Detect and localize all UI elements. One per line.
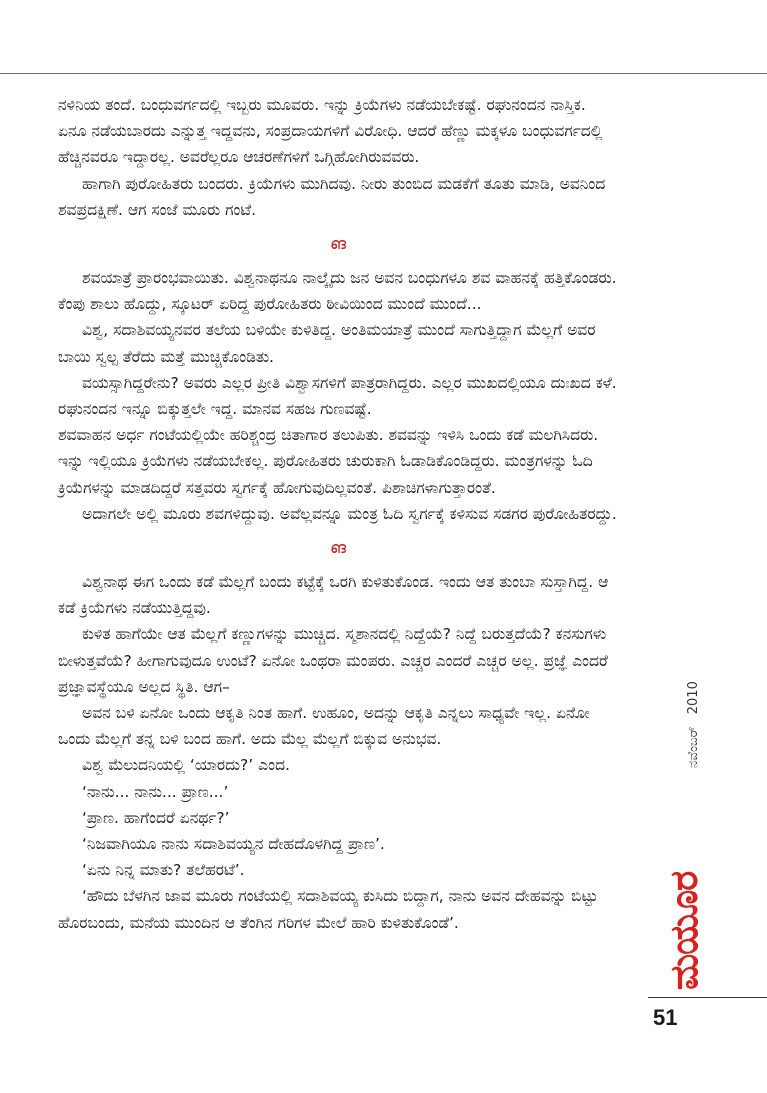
section-ornament: ങ: [329, 234, 347, 254]
paragraph: ಕುಳಿತ ಹಾಗೆಯೇ ಆತ ಮೆಲ್ಲಗೆ ಕಣ್ಣುಗಳನ್ನು ಮುಚ್ಚಿದ. ಸ್ಮಶಾನದಲ್ಲಿ ನಿದ್ದೆಯೆ? ನಿದ್ದೆ ಬರುತ್ತದೆಯೆ? ಕನಸುಗಳು ಬೀಳುತ್ತವೆಯೆ? ಹೀಗಾಗುವುದೂ ಉಂಟೆ? ಏನೋ ಒಂಥರಾ ಮಂಪರು. ಎಚ್ಚರ ಎಂದರೆ ಎಚ್ಚರ ಅಲ್ಲ. ಪ್ರಜ್ಞೆ ಎಂದರೆ ಪ್ರಜ್ಞಾವಸ್ಥೆಯೂ ಅಲ್ಲದ ಸ್ಥಿತಿ. ಆಗ–: [58, 625, 608, 696]
dialogue-line: ‘ಏನು ನಿನ್ನ ಮಾತು? ತಲೆಹರಟೆ’.: [82, 861, 245, 880]
section-ornament: ങ: [329, 538, 347, 558]
paragraph: ವಿಶ್ವ, ಸದಾಶಿವಯ್ಯನವರ ತಲೆಯ ಬಳಿಯೇ ಕುಳಿತಿದ್ದ. ಅಂತಿಮಯಾತ್ರೆ ಮುಂದೆ ಸಾಗುತ್ತಿದ್ದಾಗ ಮೆಲ್ಲಗೆ ಅವರ ಬಾಯಿ ಸ್ವಲ್ಪ ತೆರೆದು ಮತ್ತೆ ಮುಚ್ಚಿಕೊಂಡಿತು.: [58, 321, 596, 366]
issue-date: [686, 681, 701, 780]
paragraph: ವಿಶ್ವ ಮೆಲುದನಿಯಲ್ಲಿ ‘ಯಾರದು?’ ಎಂದ.: [82, 756, 290, 775]
magazine-logo: ಮಯೂರ: [662, 871, 706, 990]
dialogue-line: ‘ನಾನು... ನಾನು... ಪ್ರಾಣ...’: [82, 782, 229, 801]
dialogue-line: ‘ಪ್ರಾಣ. ಹಾಗೆಂದರೆ ಏನರ್ಥ?’: [82, 808, 230, 827]
page-number: 51: [653, 1005, 678, 1030]
dialogue-line: ‘ಹೌದು ಬೆಳಗಿನ ಜಾವ ಮೂರು ಗಂಟೆಯಲ್ಲಿ ಸದಾಶಿವಯ್ಯ ಕುಸಿದು ಬಿದ್ದಾಗ, ನಾನು ಅವನ ದೇಹವನ್ನು ಬಿಟ್ಟು ಹೊರಬಂದು, ಮನೆಯ ಮುಂದಿನ ಆ ತೆಂಗಿನ ಗರಿಗಳ ಮೇಲೆ ಹಾರಿ ಕುಳಿತುಕೊಂಡೆ’.: [58, 887, 598, 932]
paragraph: ವಿಶ್ವನಾಥ ಈಗ ಒಂದು ಕಡೆ ಮೆಲ್ಲಗೆ ಬಂದು ಕಟ್ಟೆಕ್ಕೆ ಒರಗಿ ಕುಳಿತುಕೊಂಡ. ಇಂದು ಆತ ತುಂಬಾ ಸುಸ್ತಾಗಿದ್ದ. ಆ ಕಡೆ ಕ್ರಿಯೆಗಳು ನಡೆಯುತ್ತಿದ್ದವು.: [58, 573, 609, 618]
dialogue-line: ‘ನಿಜವಾಗಿಯೂ ನಾನು ಸದಾಶಿವಯ್ಯನ ದೇಹದೊಳಗಿದ್ದ ಪ್ರಾಣ’.: [82, 835, 385, 854]
paragraph: ವಯಸ್ಸಾಗಿದ್ದರೇನು? ಅವರು ಎಲ್ಲರ ಪ್ರೀತಿ ವಿಶ್ವಾಸಗಳಿಗೆ ಪಾತ್ರರಾಗಿದ್ದರು. ಎಲ್ಲರ ಮುಖದಲ್ಲಿಯೂ ದುಃಖದ ಕಳೆ. ರಘುನಂದನ ಇನ್ನೂ ಬಿಕ್ಕುತ್ತಲೇ ಇದ್ದ. ಮಾನವ ಸಹಜ ಗುಣವಷ್ಟೆ.: [58, 373, 617, 419]
issue-month: ನವೆಂಬರ್: [686, 726, 701, 768]
paragraph: ಶವವಾಹನ ಅರ್ಧ ಗಂಟೆಯಲ್ಲಿಯೇ ಹರಿಶ್ಚಂದ್ರ ಚಿತಾಗಾರ ತಲುಪಿತು. ಶವವನ್ನು ಇಳಿಸಿ ಒಂದು ಕಡೆ ಮಲಗಿಸಿದರು. ಇನ್ನು ಇಲ್ಲಿಯೂ ಕ್ರಿಯೆಗಳು ನಡೆಯಬೇಕಲ್ಲ. ಪುರೋಹಿತರು ಚುರುಕಾಗಿ ಓಡಾಡಿಕೊಂಡಿದ್ದರು. ಮಂತ್ರಗಳನ್ನು ಓದಿ ಕ್ರಿಯೆಗಳನ್ನು ಮಾಡದಿದ್ದರೆ ಸತ್ತವರು ಸ್ವರ್ಗಕ್ಕೆ ಹೋಗುವುದಿಲ್ಲವಂತೆ. ಪಿಶಾಚಿಗಳಾಗುತ್ತಾರಂತೆ.: [58, 426, 599, 497]
top-rule: [0, 73, 767, 74]
paragraph: ಹಾಗಾಗಿ ಪುರೋಹಿತರು ಬಂದರು. ಕ್ರಿಯೆಗಳು ಮುಗಿದವು. ನೀರು ತುಂಬಿದ ಮಡಕೆಗೆ ತೂತು ಮಾಡಿ, ಅವನಿಂದ ಶವಪ್ರದಕ್ಷಿಣೆ. ಆಗ ಸಂಜೆ ಮೂರು ಗಂಟೆ.: [58, 174, 606, 219]
issue-year: 2010: [686, 681, 701, 715]
paragraph: ಅದಾಗಲೇ ಅಲ್ಲಿ ಮೂರು ಶವಗಳಿದ್ದುವು. ಅವೆಲ್ಲವನ್ನೂ ಮಂತ್ರ ಓದಿ ಸ್ವರ್ಗಕ್ಕೆ ಕಳಿಸುವ ಸಡಗರ ಪುರೋಹಿತರದ್ದು.: [82, 504, 617, 523]
footer-rule: [648, 997, 767, 998]
article-body: [58, 92, 618, 936]
paragraph: ನಳಿನಿಯ ತಂದೆ. ಬಂಧುವರ್ಗದಲ್ಲಿ ಇಬ್ಬರು ಮೂವರು. ಇನ್ನು ಕ್ರಿಯೆಗಳು ನಡೆಯಬೇಕಷ್ಟೆ. ರಘುನಂದನ ನಾಸ್ತಿಕ. ಏನೂ ನಡೆಯಬಾರದು ಎನ್ನುತ್ತ ಇದ್ದವನು, ಸಂಪ್ರದಾಯಗಳಿಗೆ ವಿರೋಧಿ. ಆದರೆ ಹೆಣ್ಣು ಮಕ್ಕಳೂ ಬಂಧುವರ್ಗದಲ್ಲಿ ಹೆಚ್ಚಿನವರೂ ಇದ್ದಾರಲ್ಲ. ಅವರೆಲ್ಲರೂ ಆಚರಣೆಗಳಿಗೆ ಒಗ್ಗಿಹೋಗಿರುವವರು.: [58, 96, 603, 167]
paragraph: ಅವನ ಬಳಿ ಏನೋ ಒಂದು ಆಕೃತಿ ನಿಂತ ಹಾಗೆ. ಉಹೂಂ, ಅದನ್ನು ಆಕೃತಿ ಎನ್ನಲು ಸಾಧ್ಯವೇ ಇಲ್ಲ. ಏನೋ ಒಂದು ಮೆಲ್ಲಗೆ ತನ್ನ ಬಳಿ ಬಂದ ಹಾಗೆ. ಅದು ಮೆಲ್ಲ ಮೆಲ್ಲಗೆ ಬಿಕ್ಕುವ ಅನುಭವ.: [58, 704, 590, 749]
paragraph: ಶವಯಾತ್ರೆ ಪ್ರಾರಂಭವಾಯಿತು. ವಿಶ್ವನಾಥನೂ ನಾಲ್ಕೈದು ಜನ ಅವನ ಬಂಧುಗಳೂ ಶವ ವಾಹನಕ್ಕೆ ಹತ್ತಿಕೊಂಡರು. ಕೆಂಪು ಶಾಲು ಹೊದ್ದು, ಸ್ಕೂಟರ್ ಏರಿದ್ದ ಪುರೋಹಿತರು ಠೀವಿಯಿಂದ ಮುಂದೆ ಮುಂದೆ...: [58, 269, 617, 314]
